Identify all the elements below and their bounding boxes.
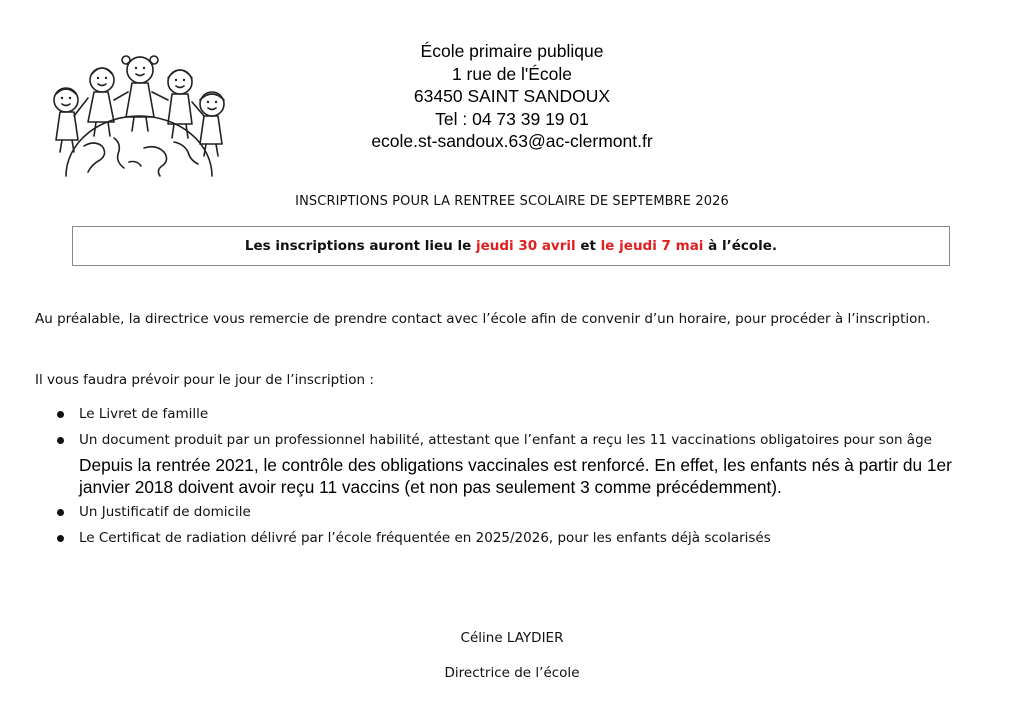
announcement-text-3: à l’école. — [703, 238, 778, 254]
vaccination-note: Depuis la rentrée 2021, le contrôle des obligations vaccinales est renforcé. En effet, les enfants nés à partir du 1er janvier 2018 doivent avoir reçu 11 vaccins (et non pas seulement 3 comme précédemment). — [79, 455, 952, 497]
list-item-text: Un document produit par un professionnel habilité, attestant que l’enfant a reçu les 11 vaccinations obligatoires pour son âge — [79, 432, 932, 448]
school-street: 1 rue de l'École — [451, 63, 573, 84]
bullet-icon — [57, 437, 64, 444]
announcement-box — [72, 226, 950, 266]
required-documents-list — [35, 403, 990, 553]
school-city: 63450 SAINT SANDOUX — [413, 86, 611, 106]
announcement-date-2: le jeudi 7 mai — [600, 238, 704, 254]
list-item — [35, 403, 990, 426]
announcement-text-1: Les inscriptions auront lieu le — [244, 238, 476, 254]
school-name: École primaire publique — [420, 41, 604, 61]
announcement-text-2: et — [575, 238, 601, 254]
list-item-text: Le Certificat de radiation délivré par l’école fréquentée en 2025/2026, pour les enfants déjà scolarisés — [79, 530, 771, 546]
list-item-text: Un Justificatif de domicile — [79, 504, 251, 520]
intro-paragraph: Il vous faudra prévoir pour le jour de l’inscription : — [35, 372, 374, 388]
list-item — [35, 501, 990, 524]
list-item-text: Le Livret de famille — [79, 406, 209, 422]
bullet-icon — [57, 535, 64, 542]
school-phone: Tel : 04 73 39 19 01 — [435, 108, 589, 129]
announcement-date-1: jeudi 30 avril — [475, 238, 576, 254]
list-item — [35, 527, 990, 550]
children-globe-logo-icon — [44, 38, 234, 178]
school-address-block — [300, 40, 724, 153]
bullet-icon — [57, 509, 64, 516]
bullet-icon — [57, 411, 64, 418]
signature-role: Directrice de l’école — [444, 665, 580, 681]
list-item — [35, 429, 990, 498]
contact-paragraph: Au préalable, la directrice vous remercie de prendre contact avec l’école afin de convenir d’un horaire, pour procéder à l’inscription. — [35, 311, 931, 327]
document-title: INSCRIPTIONS POUR LA RENTREE SCOLAIRE DE SEPTEMBRE 2026 — [295, 194, 729, 209]
school-email: ecole.st-sandoux.63@ac-clermont.fr — [371, 131, 653, 151]
signature-name: Céline LAYDIER — [460, 630, 564, 646]
